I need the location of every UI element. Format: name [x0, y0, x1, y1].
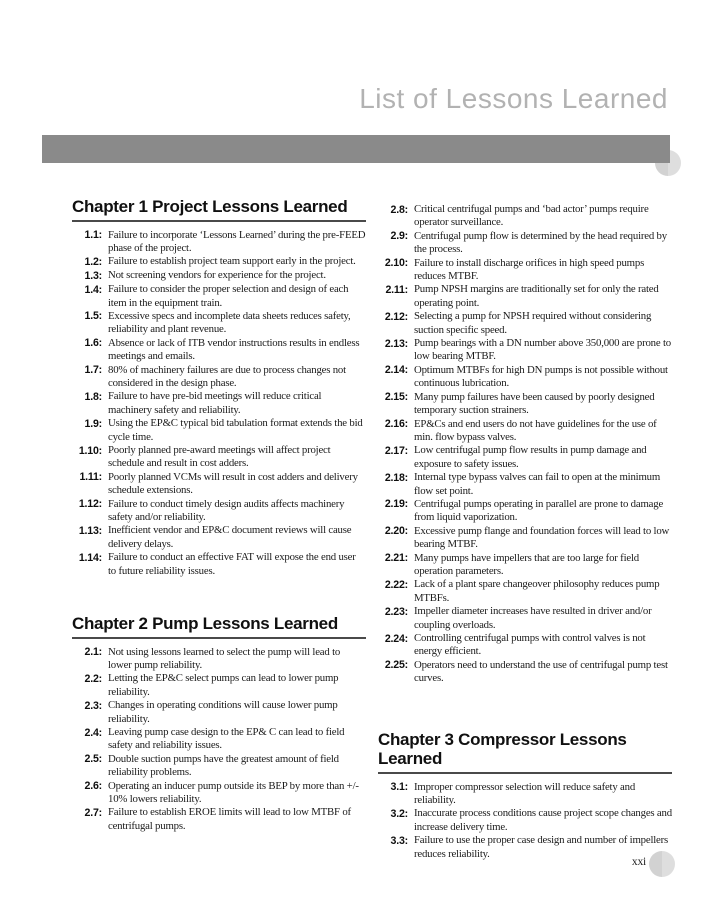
lesson-item	[72, 283, 366, 310]
lesson-text: Lack of a plant spare changeover philosophy reduces pump MTBFs.	[414, 578, 660, 604]
lesson-number: 2.6:	[84, 780, 102, 793]
lesson-number: 1.2:	[84, 255, 102, 268]
lesson-number: 2.18:	[384, 471, 408, 484]
lesson-text: Poorly planned pre-award meetings will affect project schedule and result in cost adders.	[108, 444, 331, 470]
lesson-text: Poorly planned VCMs will result in cost adders and delivery schedule extensions.	[108, 470, 358, 497]
lesson-number: 2.16:	[384, 418, 408, 430]
lesson-item	[378, 632, 672, 659]
lesson-list-section	[378, 203, 672, 686]
lesson-item	[72, 364, 366, 391]
header-divider-bar	[42, 135, 670, 163]
column-left	[72, 197, 366, 833]
lesson-number: 2.4:	[84, 726, 102, 739]
lesson-number: 2.19:	[384, 498, 408, 511]
lesson-number: 3.3:	[390, 834, 408, 847]
lesson-item	[378, 471, 672, 498]
lesson-list	[378, 203, 672, 686]
lesson-item	[72, 229, 366, 256]
lesson-number: 1.10:	[78, 444, 102, 457]
lesson-item	[72, 471, 366, 498]
lesson-item	[378, 364, 672, 391]
lesson-number: 2.13:	[384, 337, 408, 350]
lesson-number: 1.3:	[84, 269, 102, 282]
lesson-text: Excessive pump flange and foundation forces will lead to low bearing MTBF.	[414, 524, 670, 551]
lesson-item	[378, 337, 672, 364]
lesson-text: Impeller diameter increases have resulted in driver and/or coupling overloads.	[414, 605, 652, 631]
lesson-text: EP&Cs and end users do not have guidelines for the use of min. flow bypass valves.	[414, 417, 657, 443]
lesson-item	[378, 807, 672, 834]
lesson-item	[72, 498, 366, 525]
lesson-text: Optimum MTBFs for high DN pumps is not possible without continuous lubrication.	[414, 363, 668, 390]
lesson-text: Not using lessons learned to select the pump will lead to lower pump reliability.	[108, 645, 341, 671]
lesson-item	[378, 257, 672, 284]
lesson-item	[378, 605, 672, 632]
lesson-text: Changes in operating conditions will cause lower pump reliability.	[108, 699, 338, 725]
lesson-number: 1.11:	[79, 471, 102, 484]
lesson-item	[72, 444, 366, 471]
lesson-list	[72, 229, 366, 579]
lesson-text: Inaccurate process conditions cause project scope changes and increase delivery time.	[414, 807, 672, 833]
lesson-number: 1.7:	[84, 364, 102, 377]
lesson-text: Failure to incorporate ‘Lessons Learned’ during the pre-FEED phase of the project.	[108, 228, 366, 254]
lesson-item	[378, 659, 672, 686]
lesson-item	[378, 552, 672, 579]
lesson-number: 2.9:	[390, 230, 408, 243]
lesson-text: Many pump failures have been caused by poorly designed temporary suction strainers.	[414, 390, 655, 417]
lesson-item	[378, 834, 672, 861]
lesson-number: 2.14:	[384, 364, 408, 377]
lesson-text: Improper compressor selection will reduce safety and reliability.	[414, 780, 636, 807]
lesson-number: 1.8:	[84, 390, 102, 403]
lesson-text: Letting the EP&C select pumps can lead to lower pump reliability.	[108, 672, 339, 698]
lesson-item	[378, 310, 672, 337]
lesson-number: 2.20:	[384, 525, 408, 538]
column-right	[378, 196, 672, 861]
chapter-section	[72, 197, 366, 578]
lesson-number: 2.1:	[84, 646, 102, 659]
lesson-item	[378, 391, 672, 418]
lesson-number: 2.8:	[390, 203, 408, 216]
lesson-text: Failure to conduct an effective FAT will expose the end user to future reliability issues.	[108, 551, 356, 577]
lesson-number: 3.2:	[390, 807, 408, 820]
lesson-text: Absence or lack of ITB vendor instructions results in endless meetings and emails.	[108, 336, 360, 363]
lesson-text: Failure to establish project team support early in the project.	[108, 255, 356, 268]
lesson-item	[72, 417, 366, 444]
lesson-list	[72, 646, 366, 834]
lesson-item	[72, 269, 366, 283]
chapter-heading: Chapter 2 Pump Lessons Learned	[72, 614, 366, 639]
lesson-item	[378, 418, 672, 445]
lesson-text: Double suction pumps have the greatest amount of field reliability problems.	[108, 752, 339, 779]
lesson-number: 1.4:	[84, 283, 102, 296]
lesson-text: 80% of machinery failures are due to process changes not considered in the design phase.	[108, 363, 346, 389]
lesson-text: Operators need to understand the use of centrifugal pump test curves.	[414, 658, 668, 685]
lesson-item	[378, 203, 672, 230]
lesson-text: Inefficient vendor and EP&C document reviews will cause delivery delays.	[108, 524, 352, 550]
lesson-item	[72, 726, 366, 753]
lesson-number: 3.1:	[390, 781, 408, 794]
lesson-text: Operating an inducer pump outside its BEP by more than +/- 10% lowers reliability.	[108, 779, 359, 806]
lesson-item	[72, 699, 366, 726]
lesson-item	[378, 578, 672, 605]
lesson-number: 2.7:	[84, 806, 102, 819]
chapter-section	[378, 730, 672, 861]
lesson-item	[72, 806, 366, 833]
lesson-text: Internal type bypass valves can fail to open at the minimum flow set point.	[414, 471, 661, 497]
lesson-item	[72, 646, 366, 673]
lesson-text: Failure to consider the proper selection and design of each item in the equipment train.	[108, 283, 349, 309]
lesson-text: Not screening vendors for experience for the project.	[108, 269, 326, 282]
lesson-text: Failure to use the proper case design and number of impellers reduces reliability.	[414, 834, 669, 860]
lesson-number: 1.12:	[78, 498, 102, 511]
lesson-text: Centrifugal pump flow is determined by the head required by the process.	[414, 229, 667, 256]
lesson-item	[72, 672, 366, 699]
chapter-heading: Chapter 1 Project Lessons Learned	[72, 197, 366, 222]
lesson-number: 2.24:	[384, 632, 408, 645]
lesson-number: 1.13:	[78, 524, 102, 537]
lesson-number: 2.25:	[384, 659, 408, 672]
lesson-number: 1.5:	[84, 310, 102, 323]
lesson-item	[72, 390, 366, 417]
lesson-text: Many pumps have impellers that are too large for field operation parameters.	[414, 551, 639, 577]
lesson-text: Pump bearings with a DN number above 350,000 are prone to low bearing MTBF.	[414, 337, 671, 363]
lesson-item	[378, 444, 672, 471]
lesson-item	[378, 525, 672, 552]
lesson-list	[378, 781, 672, 861]
lesson-text: Failure to install discharge orifices in high speed pumps reduces MTBF.	[414, 256, 645, 283]
lesson-item	[72, 255, 366, 269]
lesson-number: 1.6:	[84, 337, 102, 350]
lesson-text: Using the EP&C typical bid tabulation format extends the bid cycle time.	[108, 417, 363, 443]
lesson-item	[72, 310, 366, 337]
page-number: xxi	[631, 856, 646, 868]
chapter-heading: Chapter 3 Compressor Lessons Learned	[378, 730, 672, 774]
lesson-text: Failure to establish EROE limits will lead to low MTBF of centrifugal pumps.	[108, 806, 351, 832]
lesson-number: 2.22:	[384, 578, 408, 591]
lesson-number: 1.14:	[78, 551, 102, 564]
footer-corner-circle	[649, 851, 675, 877]
lesson-item	[378, 498, 672, 525]
lesson-item	[378, 283, 672, 310]
lesson-text: Centrifugal pumps operating in parallel are prone to damage from liquid vaporization.	[414, 497, 664, 524]
lesson-number: 2.17:	[384, 444, 408, 457]
lesson-number: 1.1:	[84, 229, 102, 241]
chapter-section	[72, 614, 366, 833]
lesson-text: Failure to conduct timely design audits affects machinery safety and/or reliability.	[108, 497, 345, 524]
lesson-item	[378, 230, 672, 257]
lesson-text: Excessive specs and incomplete data sheets reduces safety, reliability and plant revenue.	[108, 309, 351, 336]
lesson-item	[72, 780, 366, 807]
lesson-number: 2.3:	[84, 699, 102, 712]
lesson-text: Leaving pump case design to the EP& C can lead to field safety and reliability issues.	[108, 726, 345, 752]
lesson-item	[72, 551, 366, 578]
lesson-text: Low centrifugal pump flow results in pump damage and exposure to safety issues.	[414, 444, 647, 470]
lesson-number: 2.12:	[384, 310, 408, 323]
lesson-item	[378, 781, 672, 808]
lesson-text: Pump NPSH margins are traditionally set for only the rated operating point.	[414, 283, 659, 309]
lesson-number: 2.10:	[384, 257, 408, 270]
page-title: List of Lessons Learned	[359, 83, 668, 114]
lesson-text: Failure to have pre-bid meetings will reduce critical machinery safety and reliability.	[108, 390, 322, 416]
lesson-number: 2.2:	[84, 672, 102, 685]
lesson-item	[72, 753, 366, 780]
lesson-text: Critical centrifugal pumps and ‘bad actor’ pumps require operator surveillance.	[414, 203, 649, 229]
lesson-number: 1.9:	[84, 417, 102, 430]
lesson-number: 2.15:	[384, 391, 408, 404]
lesson-item	[72, 337, 366, 364]
lesson-number: 2.5:	[84, 753, 102, 766]
lesson-item	[72, 524, 366, 551]
lesson-number: 2.21:	[384, 552, 408, 565]
lesson-text: Selecting a pump for NPSH required without considering suction specific speed.	[414, 310, 652, 336]
lesson-text: Controlling centrifugal pumps with control valves is not energy efficient.	[414, 632, 646, 658]
lesson-number: 2.23:	[384, 605, 408, 618]
lesson-number: 2.11:	[385, 283, 408, 296]
